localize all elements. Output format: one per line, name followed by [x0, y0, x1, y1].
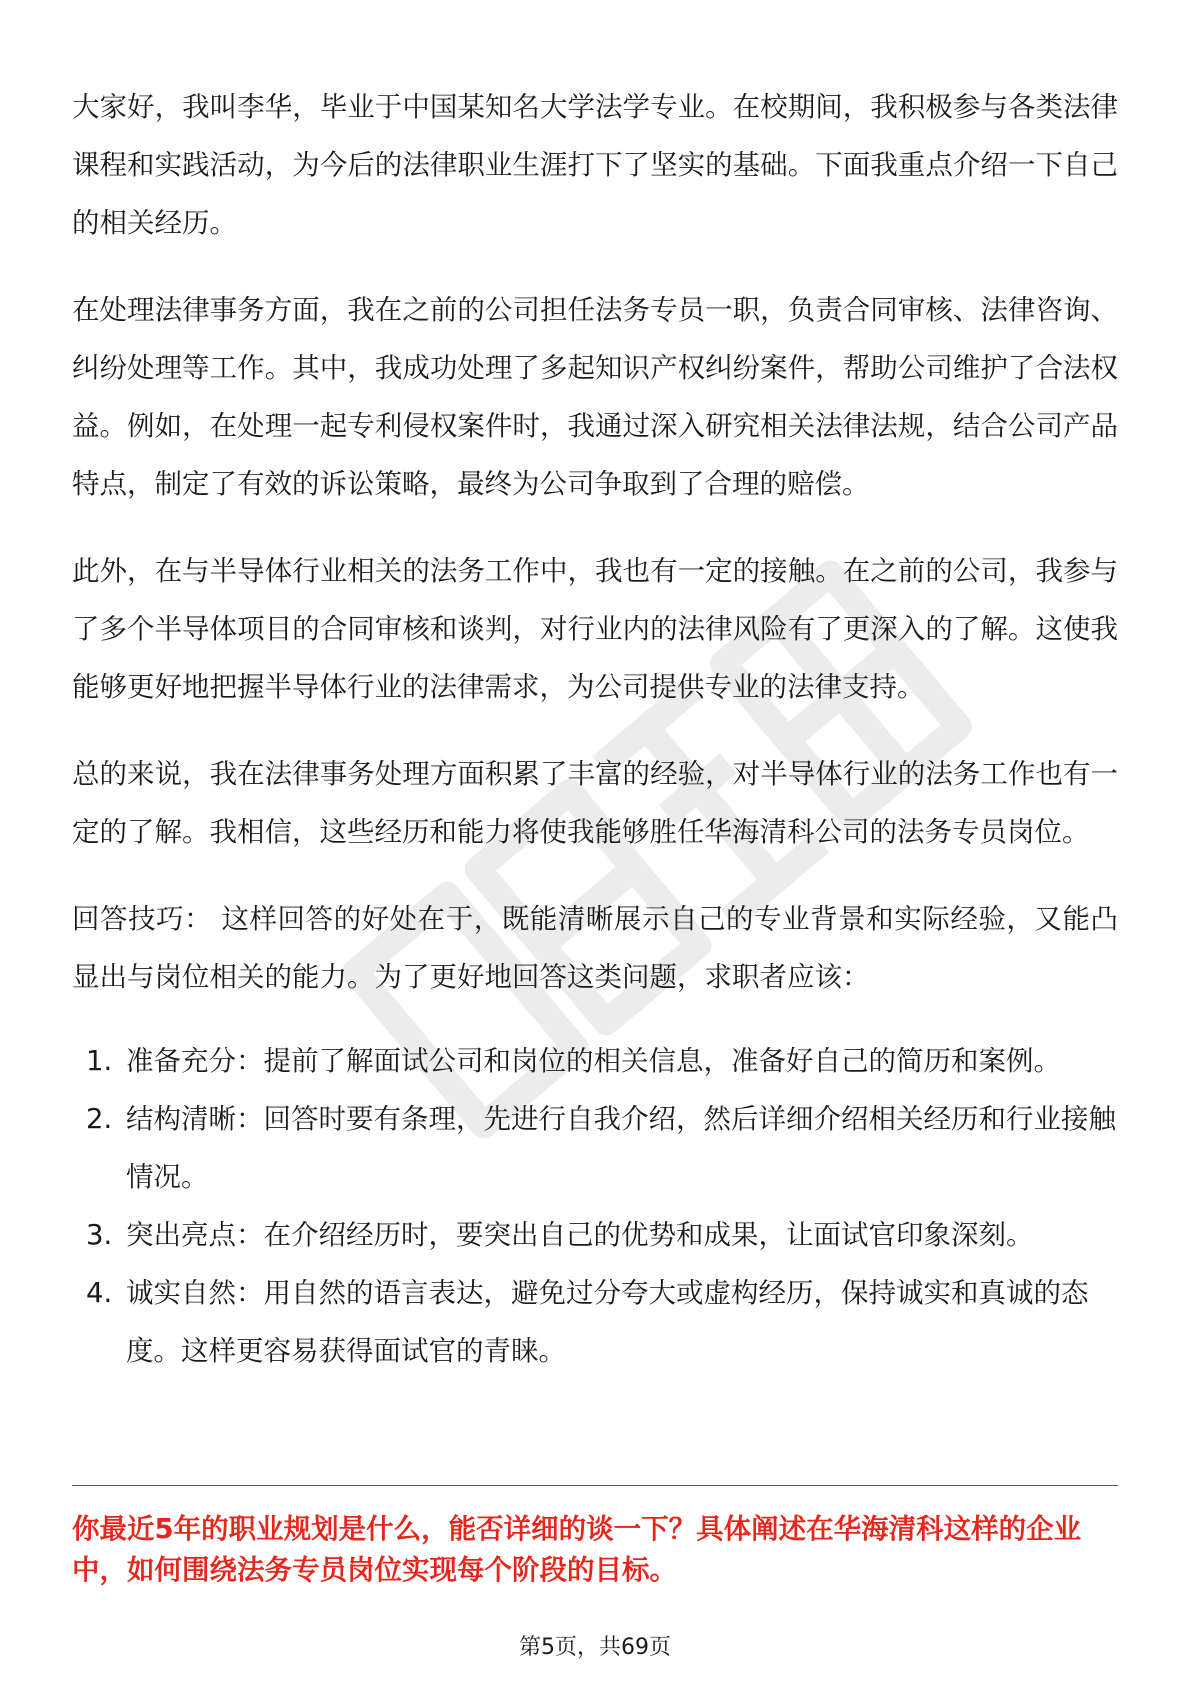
tip-text: 诚实自然：用自然的语言表达，避免过分夸大或虚构经历，保持诚实和真诚的态度。这样更容易获得面试官的青睐。 [126, 1277, 1089, 1367]
tip-number: 4. [86, 1277, 113, 1309]
answer-paragraph-4: 总的来说，我在法律事务处理方面积累了丰富的经验，对半导体行业的法务工作也有一定的了解。我相信，这些经历和能力将使我能够胜任华海清科公司的法务专员岗位。 [72, 758, 1118, 848]
tip-text: 突出亮点：在介绍经历时，要突出自己的优势和成果，让面试官印象深刻。 [126, 1219, 1034, 1251]
tip-number: 3. [86, 1219, 113, 1251]
page-number: 第5页，共69页 [519, 1635, 671, 1660]
answer-section [72, 78, 1118, 1380]
tip-number: 2. [86, 1103, 113, 1135]
answer-paragraph-3: 此外，在与半导体行业相关的法务工作中，我也有一定的接触。在之前的公司，我参与了多个半导体项目的合同审核和谈判，对行业内的法律风险有了更深入的了解。这使我能够更好地把握半导体行业的法律需求，为公司提供专业的法律支持。 [72, 555, 1118, 703]
tip-item-3 [72, 1206, 1118, 1264]
tips-list [72, 1032, 1118, 1380]
answer-paragraph-1: 大家好，我叫李华，毕业于中国某知名大学法学专业。在校期间，我积极参与各类法律课程和实践活动，为今后的法律职业生涯打下了坚实的基础。下面我重点介绍一下自己的相关经历。 [72, 91, 1118, 239]
section-divider [72, 1485, 1118, 1486]
tip-text: 结构清晰：回答时要有条理，先进行自我介绍，然后详细介绍相关经历和行业接触情况。 [126, 1103, 1116, 1193]
tip-item-4 [72, 1264, 1118, 1380]
tip-text: 准备充分：提前了解面试公司和岗位的相关信息，准备好自己的简历和案例。 [126, 1045, 1061, 1077]
tip-item-2 [72, 1090, 1118, 1206]
tip-item-1 [72, 1032, 1118, 1090]
tip-number: 1. [86, 1045, 113, 1077]
next-question-heading: 你最近5年的职业规划是什么，能否详细的谈一下？具体阐述在华海清科这样的企业中，如何围绕法务专员岗位实现每个阶段的目标。 [72, 1513, 1082, 1586]
tips-intro: 回答技巧： 这样回答的好处在于，既能清晰展示自己的专业背景和实际经验，又能凸显出与岗位相关的能力。为了更好地回答这类问题，求职者应该： [72, 903, 1118, 993]
answer-paragraph-2: 在处理法律事务方面，我在之前的公司担任法务专员一职，负责合同审核、法律咨询、纠纷处理等工作。其中，我成功处理了多起知识产权纠纷案件，帮助公司维护了合法权益。例如，在处理一起专利侵权案件时，我通过深入研究相关法律法规，结合公司产品特点，制定了有效的诉讼策略，最终为公司争取到了合理的赔偿。 [72, 294, 1118, 500]
